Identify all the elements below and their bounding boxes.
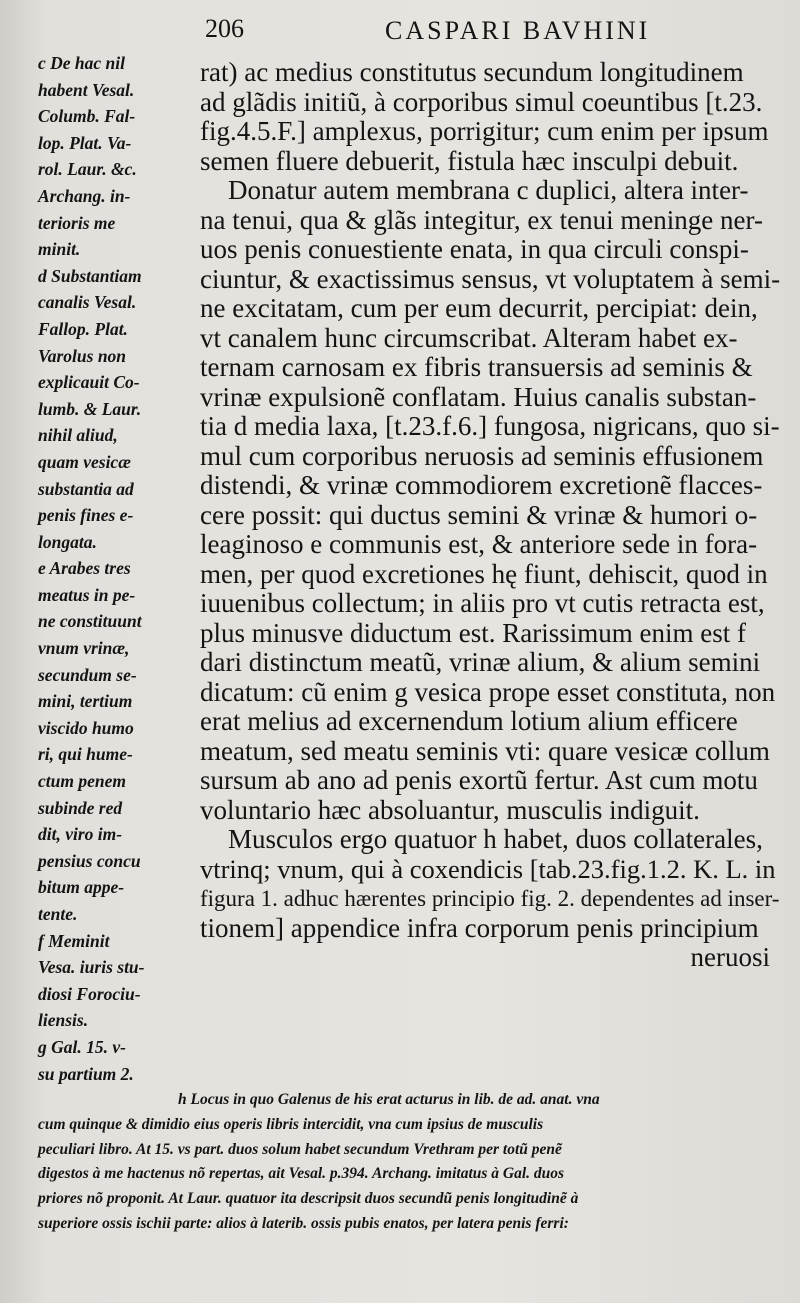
footnote-line: h Locus in quo Galenus de his erat acturus in lib. de ad. anat. vna xyxy=(178,1091,600,1108)
footnote-block xyxy=(38,1088,778,1237)
text-line: vtrinq; vnum, qui à coxendicis [tab.23.fig.1.2. K. L. in xyxy=(200,853,776,884)
margin-note-line: quam vesicæ xyxy=(38,451,131,472)
text-line: tia d media laxa, [t.23.f.6.] fungosa, nigricans, quo si- xyxy=(200,411,780,441)
text-line: Musculos ergo quatuor h habet, duos collaterales, xyxy=(228,824,763,854)
text-line: fig.4.5.F.] amplexus, porrigitur; cum enim per ipsum xyxy=(200,116,769,146)
text-line: na tenui, qua & glãs integitur, ex tenui meninge ner- xyxy=(200,204,763,235)
text-line: tionem] appendice infra corporum penis principium xyxy=(200,912,759,943)
margin-note-line: d Substantiam xyxy=(38,265,142,286)
margin-note-line: nihil aliud, xyxy=(38,425,118,446)
margin-note-line: diosi Forociu- xyxy=(38,983,141,1004)
margin-note-line: lumb. & Laur. xyxy=(38,398,142,419)
margin-note-line: dit, viro im- xyxy=(38,824,123,845)
margin-note-line: rol. Laur. &c. xyxy=(38,159,137,180)
footnote-line: digestos à me hactenus nõ repertas, ait Vesal. p.394. Archang. imitatus à Gal. duos xyxy=(38,1165,565,1183)
text-line: men, per quod excretiones hę fiunt, dehiscit, quod in xyxy=(200,558,768,589)
text-line: uos penis conuestiente enata, in qua circuli conspi- xyxy=(200,234,749,264)
margin-note-line: explicauit Co- xyxy=(38,372,140,393)
text-line: erat melius ad excernendum lotium alium efficere xyxy=(200,706,738,736)
margin-note-line: lop. Plat. Va- xyxy=(38,132,132,153)
margin-note-line: secundum se- xyxy=(38,664,137,685)
text-line: ciuntur, & exactissimus sensus, vt voluptatem à semi- xyxy=(200,263,781,294)
text-line: mul cum corporibus neruosis ad seminis effusionem xyxy=(200,440,764,471)
margin-note-line: ctum penem xyxy=(38,771,126,792)
text-line: leaginoso e communis est, & anteriore sede in fora- xyxy=(200,529,758,559)
margin-note-line: mini, tertium xyxy=(38,691,133,712)
margin-notes xyxy=(38,50,196,1087)
margin-note-line: e Arabes tres xyxy=(38,558,131,579)
margin-note-line: g Gal. 15. v- xyxy=(38,1036,126,1057)
text-line: sursum ab ano ad penis exortũ fertur. Ast cum motu xyxy=(200,765,758,795)
margin-note-line: Vesa. iuris stu- xyxy=(38,957,145,978)
text-line: neruosi xyxy=(690,942,770,972)
margin-note-line: viscido humo xyxy=(38,717,134,738)
text-line: ne excitatam, cum per eum decurrit, percipiat: dein, xyxy=(200,293,758,323)
text-line: vrinæ expulsionẽ conflatam. Huius canalis substan- xyxy=(200,381,757,412)
margin-note-line: Fallop. Plat. xyxy=(38,318,128,339)
margin-note-line: penis fines e- xyxy=(38,505,134,526)
text-line: distendi, & vrinæ commodiorem excretionẽ flacces- xyxy=(200,470,763,500)
footnote-line: priores nõ proponit. At Laur. quatuor ita descripsit duos secundũ penis longitudinẽ à xyxy=(38,1190,579,1208)
margin-note-line: su partium 2. xyxy=(38,1063,134,1084)
margin-note-line: canalis Vesal. xyxy=(38,292,137,313)
margin-note-line: Varolus non xyxy=(38,345,127,366)
margin-note-line: minit. xyxy=(38,239,81,260)
footnote-line: cum quinque & dimidio eius operis libris intercidit, vna cum ipsius de musculis xyxy=(38,1115,544,1133)
text-line: ternam carnosam ex fibris transuersis ad seminis & xyxy=(200,352,753,382)
text-line: semen fluere debuerit, fistula hæc insculpi debuit. xyxy=(200,145,739,176)
margin-note-line: bitum appe- xyxy=(38,877,125,898)
text-line: figura 1. adhuc hærentes principio fig. 2. dependentes ad inser- xyxy=(200,886,780,911)
margin-note-line: c De hac nil xyxy=(38,53,126,73)
margin-note-line: meatus in pe- xyxy=(38,584,136,605)
text-line: vt canalem hunc circumscribat. Alteram habet ex- xyxy=(200,322,738,353)
text-line: meatum, sed meatu seminis vti: quare vesicæ collum xyxy=(200,735,770,766)
main-text-block xyxy=(200,58,780,973)
text-line: plus minusve diductum est. Rarissimum enim est f xyxy=(200,617,746,648)
margin-note-line: f Meminit xyxy=(38,930,110,951)
margin-note-line: vnum vrinæ, xyxy=(38,638,130,659)
margin-note-line: pensius concu xyxy=(38,850,141,871)
text-line: iuuenibus collectum; in aliis pro vt cutis retracta est, xyxy=(200,588,765,618)
text-line: dicatum: cũ enim g vesica prope esset constituta, non xyxy=(200,676,776,707)
margin-note-line: subinde red xyxy=(38,797,123,818)
margin-note-line: Archang. in- xyxy=(38,185,131,206)
text-line: Donatur autem membrana c duplici, altera inter- xyxy=(228,175,749,205)
margin-note-line: substantia ad xyxy=(38,478,134,499)
margin-note-line: habent Vesal. xyxy=(38,79,135,100)
text-line: dari distinctum meatũ, vrinæ alium, & alium semini xyxy=(200,647,761,677)
text-line: rat) ac medius constitutus secundum longitudinem xyxy=(200,57,744,87)
margin-note-line: ri, qui hume- xyxy=(38,744,133,765)
running-head: CASPARI BAVHINI xyxy=(385,16,651,45)
margin-note-line: tente. xyxy=(38,904,78,924)
text-line: cere possit: qui ductus semini & vrinæ & humori o- xyxy=(200,499,758,530)
margin-note-line: liensis. xyxy=(38,1010,89,1031)
footnote-line: superiore ossis ischii parte: alios à laterib. ossis pubis enatos, per latera penis ferri: xyxy=(38,1214,569,1232)
footnote-line: peculiari libro. At 15. vs part. duos solum habet secundum Vrethram per totũ penẽ xyxy=(38,1140,562,1158)
text-line: ad glãdis initiũ, à corporibus simul coeuntibus [t.23. xyxy=(200,86,763,117)
margin-note-line: longata. xyxy=(38,531,97,552)
text-line: voluntario hæc absoluantur, musculis indiguit. xyxy=(200,794,700,825)
margin-note-line: ne constituunt xyxy=(38,611,142,632)
margin-note-line: terioris me xyxy=(38,212,116,233)
page-number: 206 xyxy=(205,14,244,43)
margin-note-line: Columb. Fal- xyxy=(38,106,136,127)
